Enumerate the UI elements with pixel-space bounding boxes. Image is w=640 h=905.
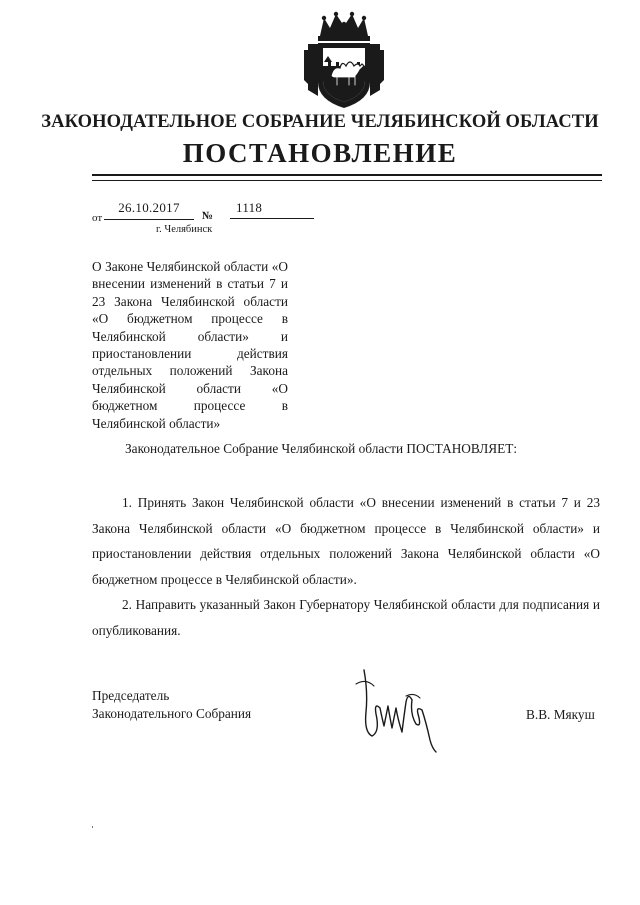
document-title: ПОСТАНОВЛЕНИЕ — [182, 138, 458, 168]
resolves-line: Законодательное Собрание Челябинской области ПОСТАНОВЛЯЕТ: — [125, 441, 518, 456]
date-prefix: от — [92, 212, 103, 224]
header-rule-thin — [92, 180, 602, 181]
header-rule-thick — [92, 174, 602, 176]
document-number: 1118 — [230, 200, 314, 219]
coat-of-arms-icon — [298, 10, 390, 112]
organization-name: ЗАКОНОДАТЕЛЬНОЕ СОБРАНИЕ ЧЕЛЯБИНСКОЙ ОБЛАСТИ — [41, 112, 599, 132]
signatory-name: В.В. Мякуш — [526, 707, 595, 722]
signatory-title-line-2: Законодательного Собрания — [92, 706, 252, 721]
document-body — [92, 490, 600, 643]
body-item-1: 1. Принять Закон Челябинской области «О внесении изменений в статьи 7 и 23 Закона Челябинской области «О бюджетном процессе в Челябинской области» и приостановлении действия отдельных положений Закона Челябинской области «О бюджетном процессе в Челябинской области». — [92, 495, 600, 587]
scan-speck — [92, 826, 93, 828]
number-prefix: № — [202, 210, 214, 222]
document-date: 26.10.2017 — [104, 200, 194, 220]
city-label: г. Челябинск — [156, 224, 213, 235]
document-subject: О Законе Челябинской области «О внесении изменений в статьи 7 и 23 Закона Челябинской области «О бюджетном процессе в Челябинской области» и приостановлении действия отдельных положений Закона Челябинской области «О бюджетном процессе в Челябинской области» — [92, 259, 288, 431]
handwritten-signature-icon — [346, 662, 446, 754]
body-item-2: 2. Направить указанный Закон Губернатору Челябинской области для подписания и опубликования. — [92, 597, 600, 638]
signatory-title-line-1: Председатель — [92, 688, 170, 703]
